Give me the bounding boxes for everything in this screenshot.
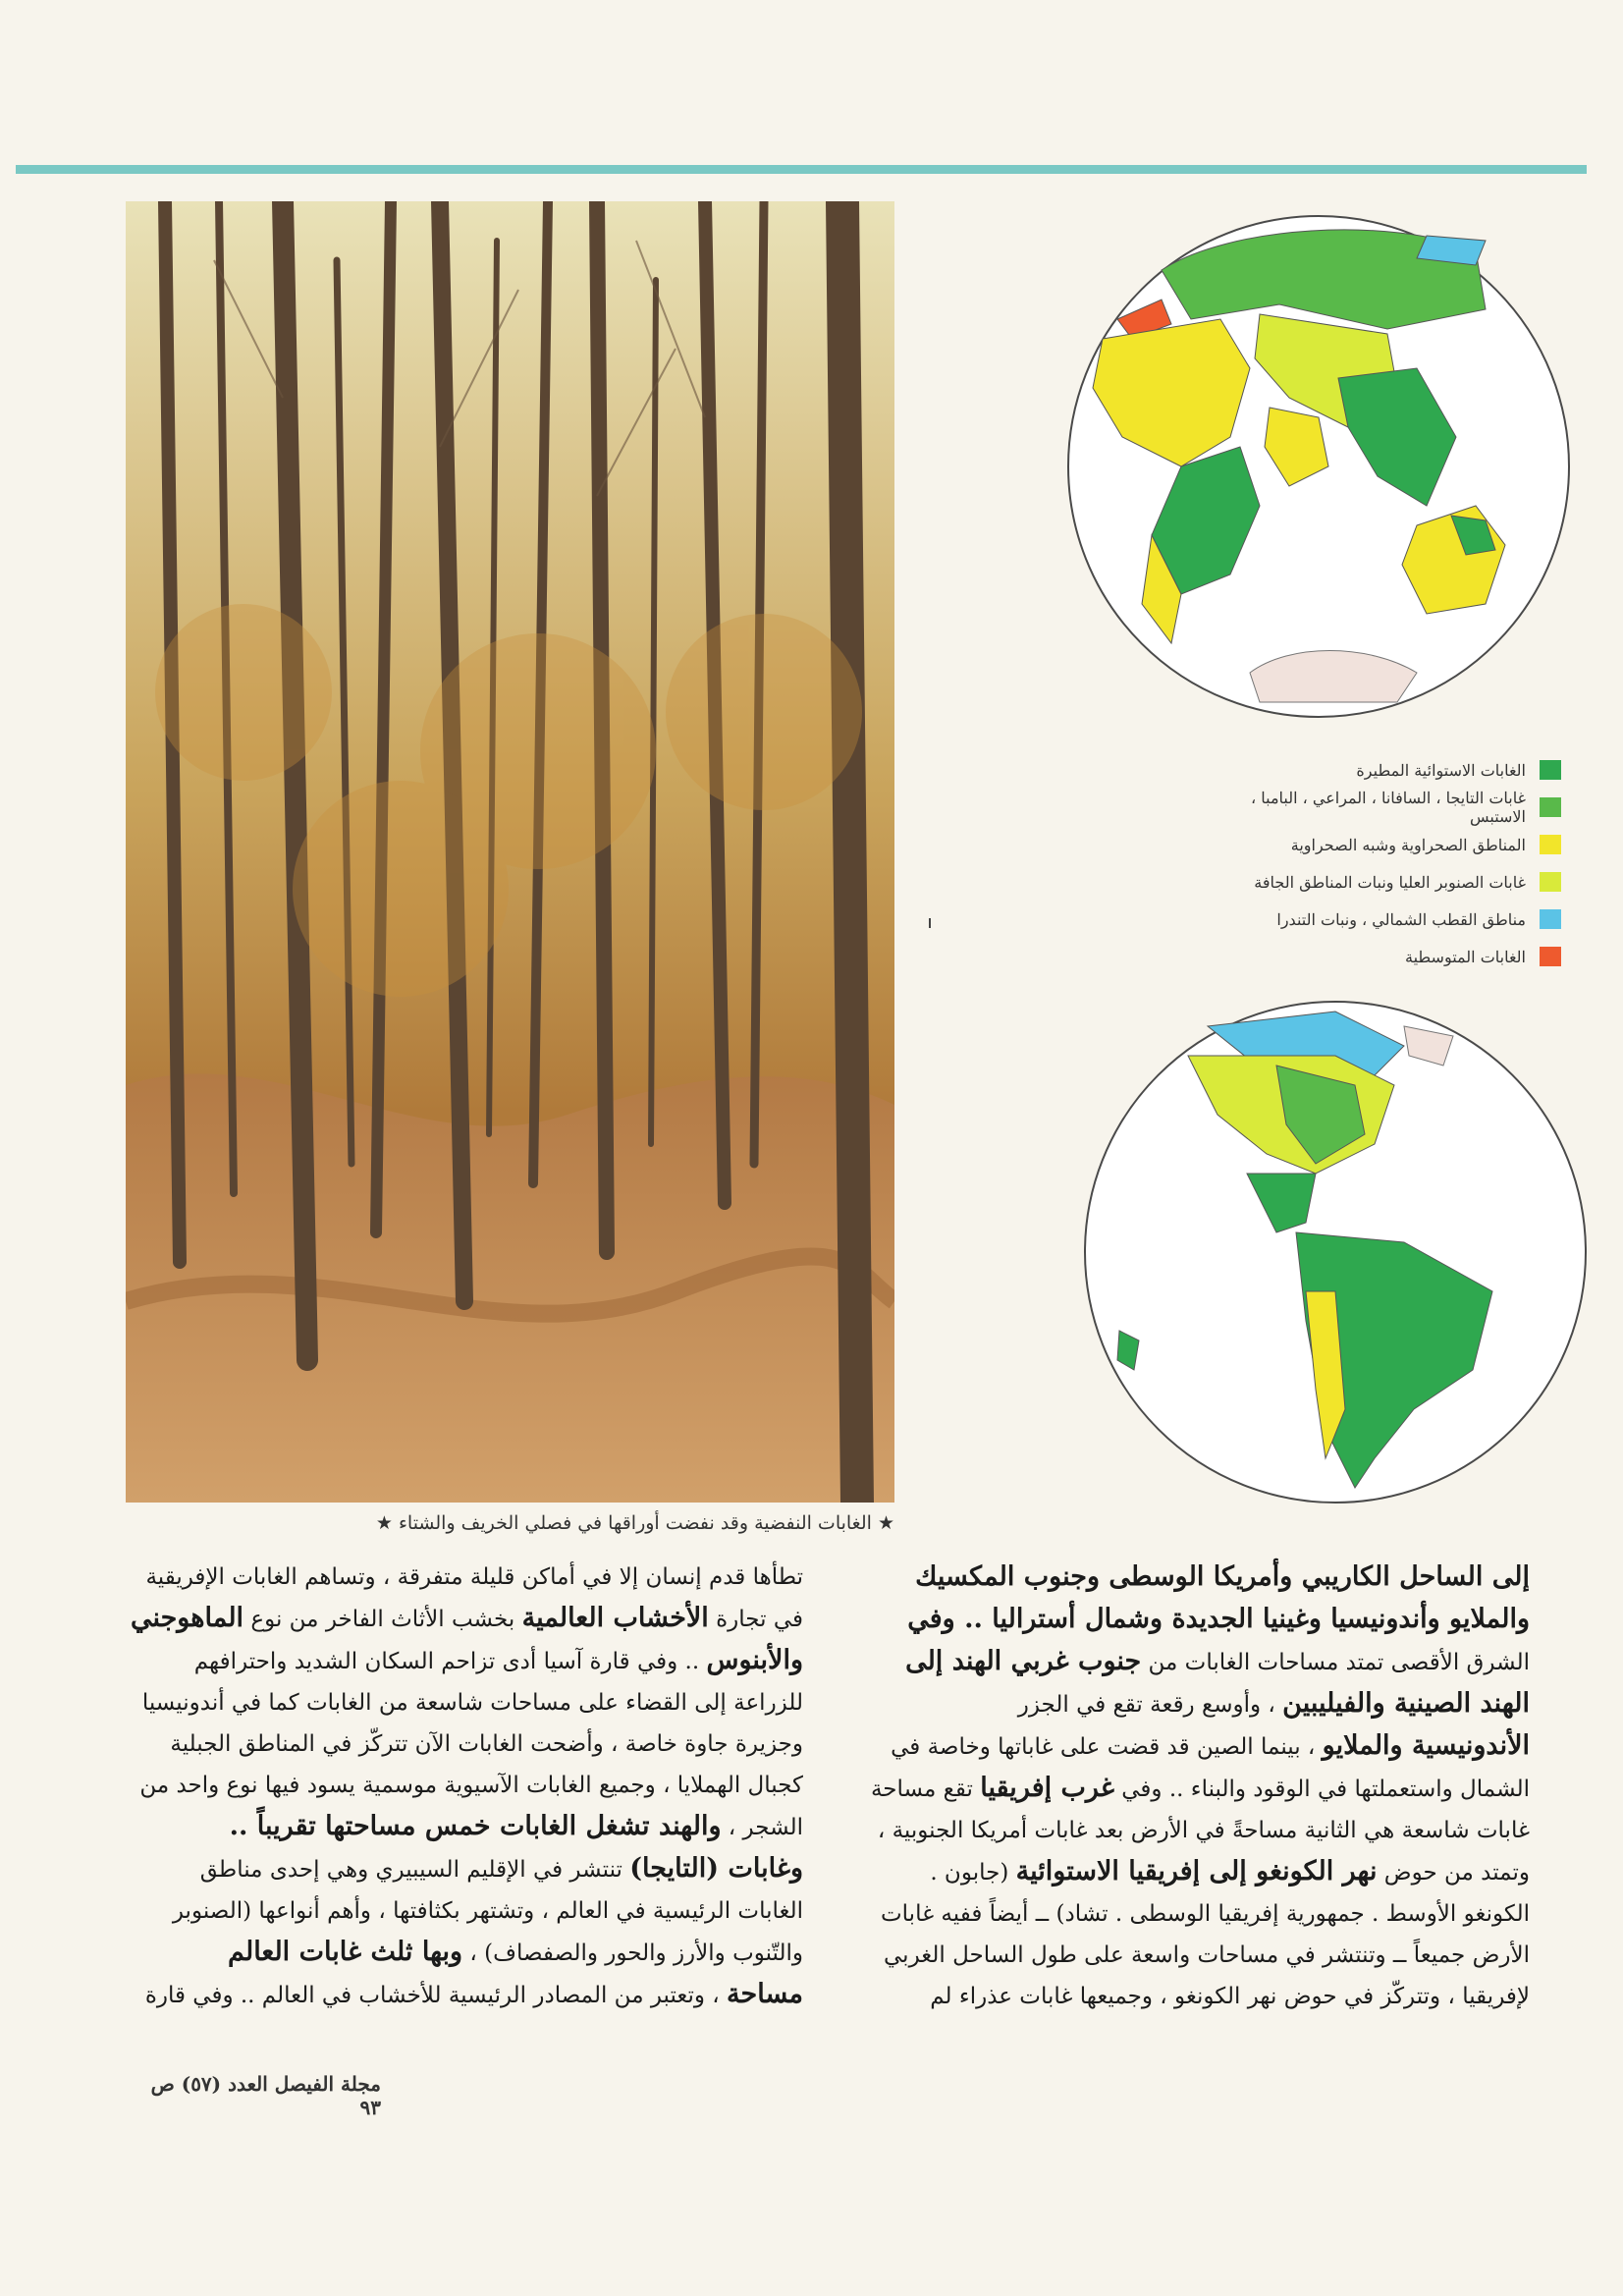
text-emphasis: والهند تشغل الغابات خمس مساحتها تقريباً ..	[229, 1811, 722, 1841]
text-line: الشجر ،	[721, 1815, 803, 1840]
text-emphasis: الهند الصينية والفيليبين	[1282, 1688, 1530, 1719]
page-footer: مجلة الفيصل العدد (٥٧) ص ٩٣	[150, 2072, 381, 2119]
legend-swatch	[1540, 909, 1561, 929]
text-emphasis: نهر الكونغو إلى إفريقيا الاستوائية	[1015, 1856, 1378, 1886]
legend-label: الغابات الاستوائية المطيرة	[1356, 760, 1526, 780]
legend-item	[1227, 751, 1561, 789]
legend-item	[1227, 938, 1561, 975]
legend-swatch	[1540, 872, 1561, 892]
legend-label: مناطق القطب الشمالي ، ونبات التندرا	[1276, 909, 1526, 929]
western-hemisphere-map	[1080, 997, 1591, 1507]
text-line: بخشب الأثاث الفاخر من نوع	[243, 1607, 522, 1632]
legend-item	[1227, 826, 1561, 863]
text-line: الأرض جميعاً ــ وتنتشر في مساحات واسعة على طول الساحل الغربي	[884, 1942, 1530, 1968]
text-line: لإفريقيا ، وتتركّز في حوض نهر الكونغو ، وجميعها غابات عذراء لم	[930, 1984, 1530, 2009]
text-line: وتمتد من حوض	[1377, 1860, 1530, 1886]
text-emphasis: جنوب غربي الهند إلى	[905, 1646, 1142, 1676]
text-line: الشرق الأقصى تمتد مساحات الغابات من	[1141, 1650, 1530, 1675]
legend-item	[1227, 789, 1561, 826]
text-line: الكونغو الأوسط . جمهورية إفريقيا الوسطى . تشاد) ــ أيضاً ففيه غابات	[881, 1901, 1530, 1927]
text-line: ، وأوسع رقعة تقع في الجزر	[1017, 1692, 1283, 1718]
legend-label: الغابات المتوسطية	[1405, 947, 1526, 966]
stray-mark	[929, 918, 931, 928]
legend-swatch	[1540, 835, 1561, 854]
text-line: ، بينما الصين قد قضت على غاباتها وخاصة في	[891, 1734, 1323, 1760]
text-line: والتّنوب والأرز والحور والصفصاف) ،	[462, 1941, 803, 1966]
text-line: غابات شاسعة هي الثانية مساحةً في الأرض بعد غابات أمريكا الجنوبية ،	[877, 1818, 1530, 1843]
text-line: (جابون .	[930, 1860, 1016, 1886]
legend-item	[1227, 901, 1561, 938]
text-line: تقع مساحة	[870, 1777, 981, 1802]
top-divider-rule	[16, 165, 1587, 174]
text-emphasis: الماهوجني	[130, 1603, 244, 1633]
text-emphasis: وغابات (التايجا)	[629, 1853, 803, 1884]
text-emphasis: غرب إفريقيا	[980, 1773, 1114, 1803]
text-emphasis: وبها ثلث غابات العالم	[228, 1937, 463, 1967]
article-column-left	[126, 1557, 803, 2016]
text-line: في تجارة	[708, 1607, 803, 1632]
legend-label: المناطق الصحراوية وشبه الصحراوية	[1290, 835, 1526, 854]
photo-caption: ★ الغابات النفضية وقد نفضت أوراقها في فصلي الخريف والشتاء ★	[375, 1512, 894, 1534]
legend-label: غابات التايجا ، السافانا ، المراعي ، البامبا ، الاستبس	[1251, 789, 1526, 826]
legend-swatch	[1540, 797, 1561, 817]
legend-item	[1227, 863, 1561, 901]
text-line: تنتشر في الإقليم السيبيري وهي إحدى مناطق	[199, 1857, 630, 1883]
map-legend	[1227, 751, 1561, 975]
text-line: ، وتعتبر من المصادر الرئيسية للأخشاب في العالم .. وفي قارة	[144, 1983, 728, 2008]
legend-swatch	[1540, 760, 1561, 780]
text-line: والملايو وأندونيسيا وغينيا الجديدة وشمال أستراليا .. وفي	[907, 1604, 1530, 1634]
text-emphasis: والأبنوس	[706, 1645, 803, 1675]
text-line: وجزيرة جاوة خاصة ، وأضحت الغابات الآن تتركّز في المناطق الجبلية	[170, 1731, 803, 1757]
text-line: كجبال الهملايا ، وجميع الغابات الآسيوية موسمية يسود فيها نوع واحد من	[139, 1773, 803, 1798]
legend-swatch	[1540, 947, 1561, 966]
text-line: .. وفي قارة آسيا أدى تزاحم السكان الشديد واحترافهم	[193, 1649, 707, 1674]
eastern-hemisphere-map	[1063, 211, 1574, 722]
text-emphasis: الأخشاب العالمية	[521, 1603, 709, 1633]
text-emphasis: الأندونيسية والملايو	[1322, 1730, 1530, 1761]
text-line: الشمال واستعملتها في الوقود والبناء .. وفي	[1113, 1777, 1530, 1802]
article-column-right	[852, 1557, 1530, 2017]
text-line: للزراعة إلى القضاء على مساحات شاسعة من الغابات كما في أندونيسيا	[141, 1690, 803, 1716]
text-line: الغابات الرئيسية في العالم ، وتشتهر بكثافتها ، وأهم أنواعها (الصنوبر	[172, 1898, 803, 1924]
forest-photo	[126, 201, 894, 1503]
legend-label: غابات الصنوبر العليا ونبات المناطق الجافة	[1254, 872, 1526, 892]
text-line: تطأها قدم إنسان إلا في أماكن قليلة متفرقة ، وتساهم الغابات الإفريقية	[145, 1564, 803, 1590]
text-line: إلى الساحل الكاريبي وأمريكا الوسطى وجنوب المكسيك	[915, 1561, 1530, 1592]
text-emphasis: مساحة	[727, 1979, 803, 2009]
